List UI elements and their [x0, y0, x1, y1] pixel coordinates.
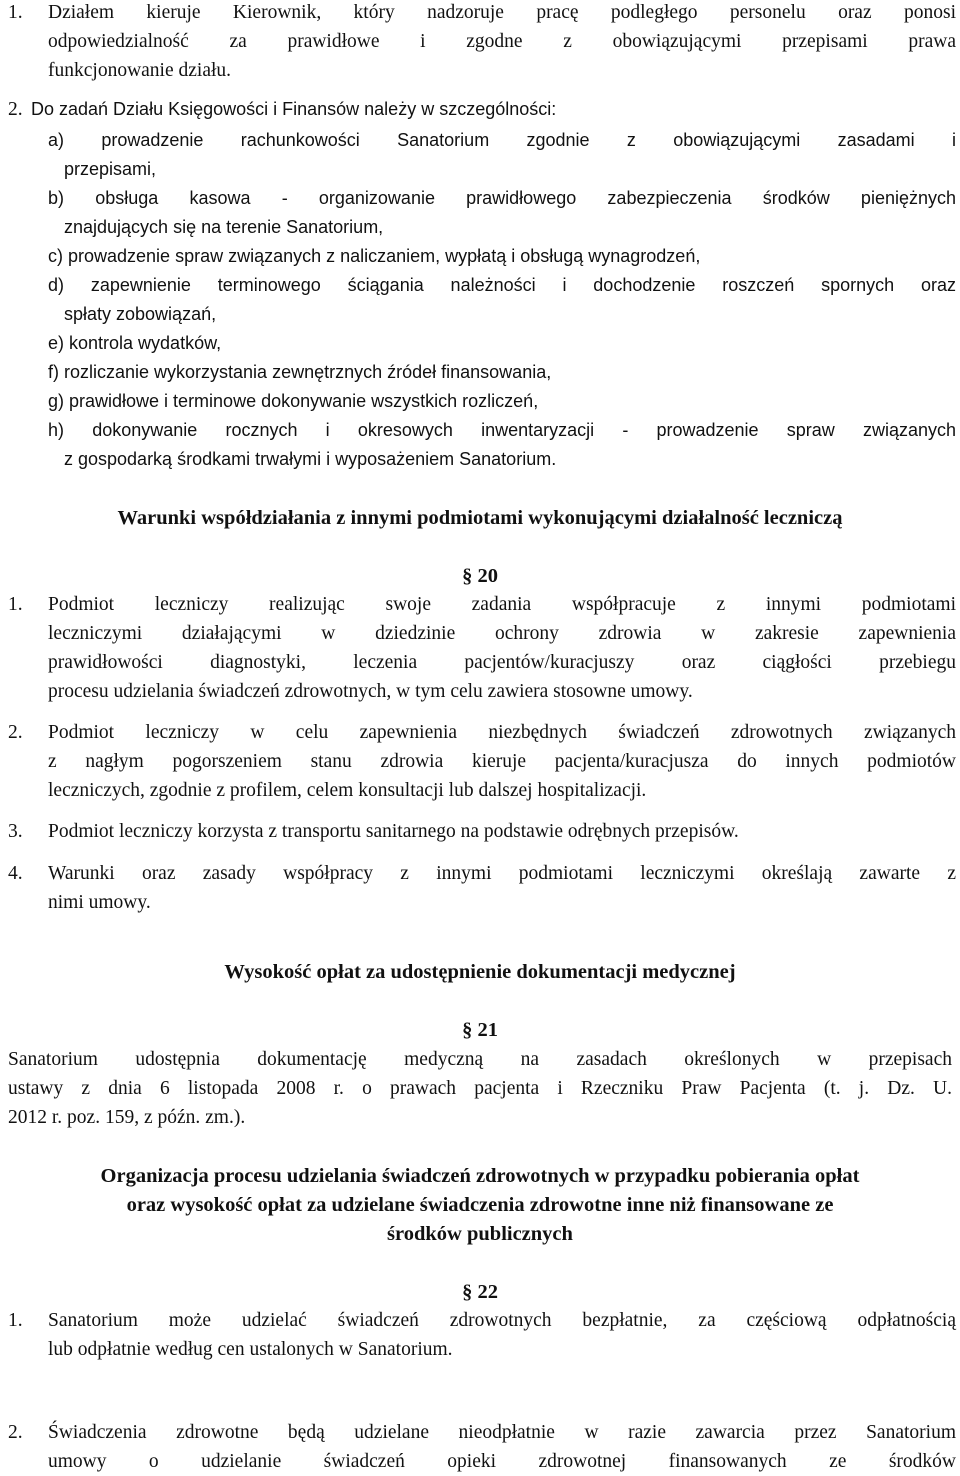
list-item: h) dokonywanie rocznych i okresowych inwentaryzacji - prowadzenie spraw związanych: [48, 420, 956, 440]
paragraph-line: leczniczych, zgodnie z profilem, celem konsultacji lub dalszej hospitalizacji.: [48, 780, 647, 801]
list-item-continued: z gospodarką środkami trwałymi i wyposażeniem Sanatorium.: [64, 449, 557, 469]
list-item: b) obsługa kasowa - organizowanie prawidłowego zabezpieczenia środków pieniężnych: [48, 188, 956, 208]
item-number: 4.: [8, 863, 23, 884]
list-item-continued: znajdujących się na terenie Sanatorium,: [64, 217, 384, 237]
paragraph-number: § 21: [462, 1019, 498, 1041]
paragraph-line: z nagłym pogorszeniem stanu zdrowia kieruje pacjenta/kuracjusza do innych podmiotów: [48, 751, 956, 772]
list-item: a) prowadzenie rachunkowości Sanatorium zgodnie z obowiązującymi zasadami i: [48, 130, 956, 150]
section-heading: Wysokość opłat za udostępnienie dokumentacji medycznej: [224, 961, 736, 983]
paragraph-line: procesu udzielania świadczeń zdrowotnych, w tym celu zawiera stosowne umowy.: [48, 681, 693, 702]
list-item: e) kontrola wydatków,: [48, 333, 222, 353]
paragraph-line: prawidłowości diagnostyki, leczenia pacjentów/kuracjuszy oraz ciągłości przebiegu: [48, 652, 956, 673]
paragraph-line: 2012 r. poz. 159, z późn. zm.).: [8, 1107, 246, 1128]
item-number: 2.: [8, 722, 23, 743]
paragraph-line: umowy o udzielanie świadczeń opieki zdrowotnej finansowanych ze środków: [48, 1451, 956, 1472]
paragraph-line: Warunki oraz zasady współpracy z innymi podmiotami leczniczymi określają zawarte z: [48, 863, 956, 884]
section-heading-line: środków publicznych: [387, 1223, 573, 1245]
paragraph-line: Działem kieruje Kierownik, który nadzoruje pracę podległego personelu oraz ponosi: [48, 2, 956, 23]
paragraph-number: § 22: [462, 1281, 498, 1303]
paragraph-line: leczniczymi działającymi w dziedzinie ochrony zdrowia w zakresie zapewnienia: [48, 623, 956, 644]
paragraph-line: odpowiedzialność za prawidłowe i zgodne z obowiązującymi przepisami prawa: [48, 31, 956, 52]
section-heading: Warunki współdziałania z innymi podmiotami wykonującymi działalność leczniczą: [117, 507, 843, 529]
paragraph-line: Świadczenia zdrowotne będą udzielane nieodpłatnie w razie zawarcia przez Sanatorium: [48, 1422, 956, 1443]
paragraph-line: Do zadań Działu Księgowości i Finansów należy w szczególności:: [31, 99, 557, 119]
list-item-continued: przepisami,: [64, 159, 157, 179]
section-heading-line: oraz wysokość opłat za udzielane świadczenia zdrowotne inne niż finansowane ze: [126, 1194, 834, 1216]
paragraph-line: nimi umowy.: [48, 892, 151, 913]
item-number: 1.: [8, 2, 23, 23]
paragraph-line: Podmiot leczniczy w celu zapewnienia niezbędnych świadczeń zdrowotnych związanych: [48, 722, 956, 743]
paragraph-number: § 20: [462, 565, 498, 587]
list-item: f) rozliczanie wykorzystania zewnętrznych źródeł finansowania,: [48, 362, 552, 382]
list-item: d) zapewnienie terminowego ściągania należności i dochodzenie roszczeń spornych oraz: [48, 275, 956, 295]
list-item: c) prowadzenie spraw związanych z naliczaniem, wypłatą i obsługą wynagrodzeń,: [48, 246, 701, 266]
paragraph-line: Sanatorium może udzielać świadczeń zdrowotnych bezpłatnie, za częściową odpłatnością: [48, 1310, 956, 1331]
item-number: 1.: [8, 1310, 23, 1331]
paragraph-line: lub odpłatnie według cen ustalonych w Sanatorium.: [48, 1339, 453, 1360]
paragraph-line: funkcjonowanie działu.: [48, 60, 232, 81]
item-number: 3.: [8, 821, 23, 842]
paragraph-line: ustawy z dnia 6 listopada 2008 r. o prawach pacjenta i Rzeczniku Praw Pacjenta (t. j. Dz. U.: [8, 1078, 952, 1099]
list-item-continued: spłaty zobowiązań,: [64, 304, 217, 324]
paragraph-line: Podmiot leczniczy korzysta z transportu sanitarnego na podstawie odrębnych przepisów.: [48, 821, 739, 842]
item-number: 1.: [8, 594, 23, 615]
paragraph-line: Sanatorium udostępnia dokumentację medyczną na zasadach określonych w przepisach: [8, 1049, 952, 1070]
paragraph-line: Podmiot leczniczy realizując swoje zadania współpracuje z innymi podmiotami: [48, 594, 956, 615]
item-number: 2.: [8, 99, 23, 120]
list-item: g) prawidłowe i terminowe dokonywanie wszystkich rozliczeń,: [48, 391, 539, 411]
section-heading-line: Organizacja procesu udzielania świadczeń zdrowotnych w przypadku pobierania opłat: [100, 1165, 860, 1187]
item-number: 2.: [8, 1422, 23, 1443]
